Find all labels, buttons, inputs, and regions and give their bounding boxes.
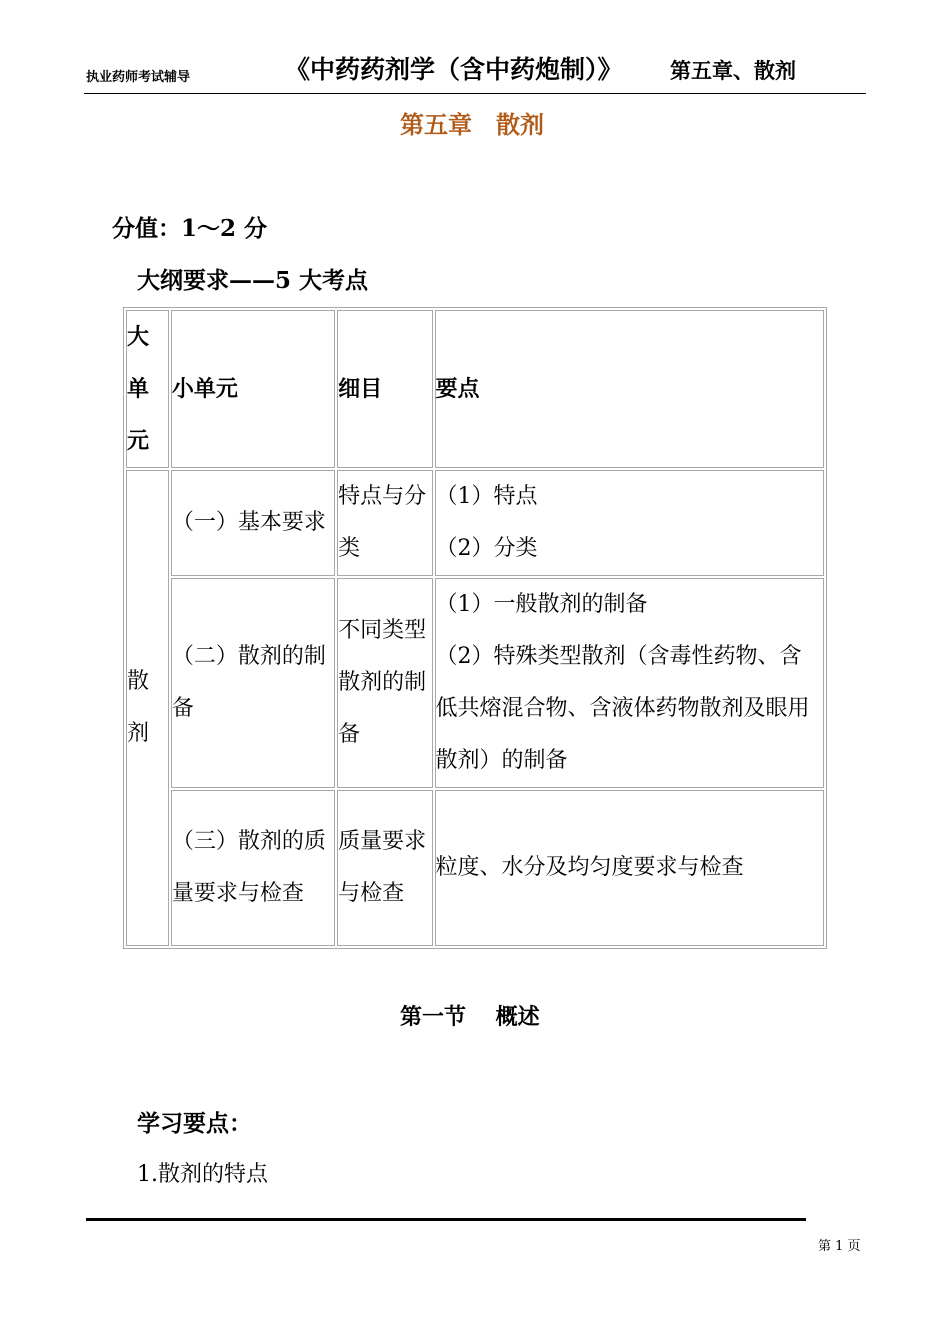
points-cell <box>435 578 824 788</box>
sub-unit-cell: （一）基本要求 <box>171 470 335 576</box>
study-points-title: 学习要点： <box>137 1110 252 1137</box>
page-number: 第 1 页 <box>818 1239 861 1254</box>
table-row <box>126 578 824 788</box>
outline-title: 大纲要求——5 大考点 <box>137 267 369 294</box>
unit-cell: 散剂 <box>126 470 169 946</box>
point-line: 粒度、水分及均匀度要求与检查 <box>435 855 744 880</box>
chapter-title: 第五章 散剂 <box>400 111 544 139</box>
points-cell <box>435 470 824 576</box>
study-point-item: 1.散剂的特点 <box>137 1162 268 1187</box>
item-cell: 不同类型散剂的制备 <box>337 578 432 788</box>
header-cell-sub-unit: 小单元 <box>171 310 335 468</box>
header-cell-unit: 大单元 <box>126 310 169 468</box>
point-line: （2）特殊类型散剂（含毒性药物、含低共熔混合物、含液体药物散剂及眼用散剂）的制备 <box>435 644 810 773</box>
footer-divider <box>86 1218 806 1221</box>
header-left-label: 执业药师考试辅导 <box>86 70 191 85</box>
syllabus-table <box>123 307 827 949</box>
sub-unit-cell: （二）散剂的制备 <box>171 578 335 788</box>
point-line: （1）特点 <box>435 484 538 509</box>
table-header-row <box>126 310 824 468</box>
points-cell <box>435 790 824 946</box>
item-cell: 质量要求与检查 <box>337 790 432 946</box>
header-chapter-label: 第五章、散剂 <box>670 59 796 83</box>
sub-unit-cell: （三）散剂的质量要求与检查 <box>171 790 335 946</box>
section-title: 第一节 概述 <box>400 1005 540 1030</box>
point-line: （2）分类 <box>435 536 538 561</box>
header-cell-points: 要点 <box>435 310 824 468</box>
header-cell-item: 细目 <box>337 310 432 468</box>
point-line: （1）一般散剂的制备 <box>435 592 648 617</box>
book-title: 《中药药剂学（含中药炮制）》 <box>285 55 623 84</box>
table-row <box>126 790 824 946</box>
item-cell: 特点与分类 <box>337 470 432 576</box>
score-text: 分值：1～2 分 <box>112 215 268 242</box>
table-row <box>126 470 824 576</box>
header-divider <box>84 93 866 94</box>
